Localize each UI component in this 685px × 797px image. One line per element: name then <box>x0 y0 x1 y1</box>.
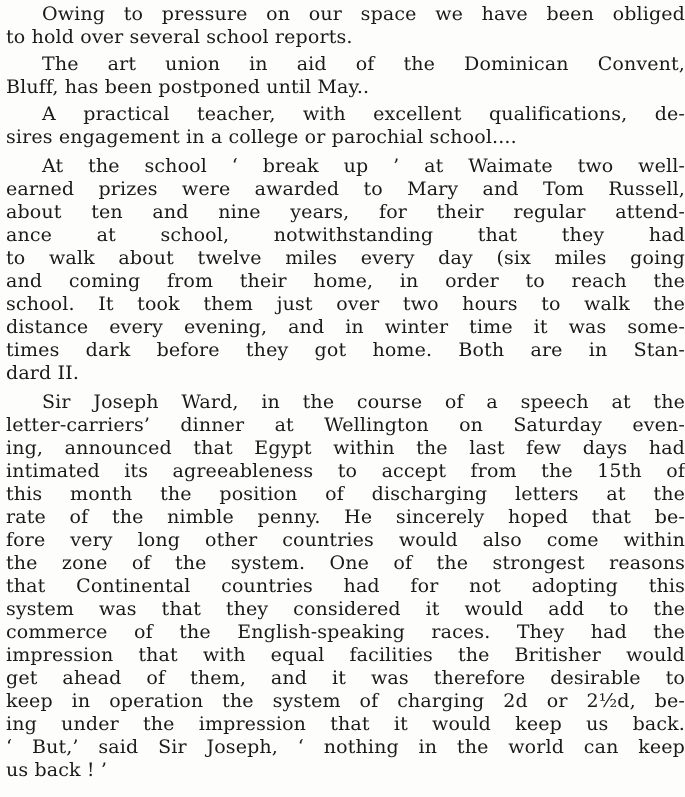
text-line: At the school ‘ break up ’ at Waimate two well- <box>42 155 685 177</box>
text-line: A practical teacher, with excellent qualifications, de- <box>42 103 685 125</box>
text-line: ance at school, notwithstanding that they had <box>6 224 685 246</box>
text-line: times dark before they got home. Both are in Stan- <box>6 339 685 361</box>
text-line: get ahead of them, and it was therefore desirable to <box>6 667 685 689</box>
text-line: Bluff, has been postponed until May.. <box>6 76 370 98</box>
text-line: dard II. <box>6 362 80 384</box>
text-line: rate of the nimble penny. He sincerely hoped that be- <box>6 506 685 528</box>
text-line: intimated its agreeableness to accept from the 15th of <box>6 460 685 482</box>
text-line: school. It took them just over two hours to walk the <box>6 293 685 315</box>
text-line: The art union in aid of the Dominican Convent, <box>42 53 685 75</box>
text-line: ing under the impression that it would keep us back. <box>6 713 685 735</box>
text-line: this month the position of discharging letters at the <box>6 483 685 505</box>
text-line: the zone of the system. One of the strongest reasons <box>6 552 685 574</box>
text-line: Owing to pressure on our space we have been obliged <box>42 3 685 25</box>
text-line: and coming from their home, in order to reach the <box>6 270 685 292</box>
text-line: system was that they considered it would add to the <box>6 598 685 620</box>
text-line: us back ! ’ <box>6 759 108 781</box>
text-line: to hold over several school reports. <box>6 26 353 48</box>
text-line: impression that with equal facilities the Britisher would <box>6 644 685 666</box>
text-line: ‘ But,’ said Sir Joseph, ‘ nothing in the world can keep <box>6 736 685 758</box>
text-line: sires engagement in a college or parochial school.... <box>6 126 517 148</box>
text-line: about ten and nine years, for their regular attend- <box>6 201 685 223</box>
text-line: earned prizes were awarded to Mary and Tom Russell, <box>6 178 685 200</box>
text-line: distance every evening, and in winter time it was some- <box>6 316 685 338</box>
text-line: commerce of the English-speaking races. They had the <box>6 621 685 643</box>
text-line: letter-carriers’ dinner at Wellington on Saturday even- <box>6 414 685 436</box>
text-line: ing, announced that Egypt within the last few days had <box>6 437 685 459</box>
text-line: to walk about twelve miles every day (six miles going <box>6 247 685 269</box>
text-line: keep in operation the system of charging 2d or 2½d, be- <box>6 690 685 712</box>
text-line: fore very long other countries would also come within <box>6 529 685 551</box>
text-line: Sir Joseph Ward, in the course of a speech at the <box>42 391 685 413</box>
text-line: that Continental countries had for not adopting this <box>6 575 685 597</box>
